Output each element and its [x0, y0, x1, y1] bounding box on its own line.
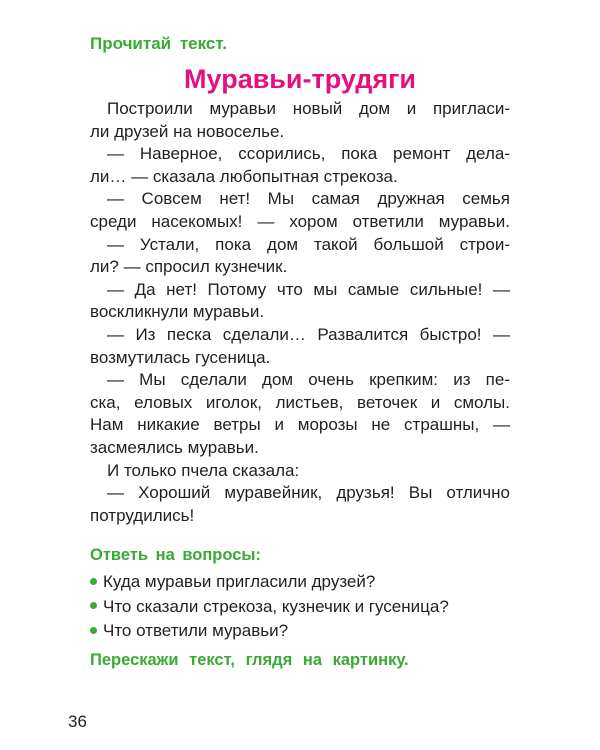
bullet-dot-icon: [90, 627, 97, 634]
story-line: ли? — спросил кузнечик.: [90, 257, 288, 277]
questions-heading: Ответь на вопросы:: [90, 546, 262, 564]
story-line: Построили муравьи новый дом и пригласи-: [107, 99, 510, 118]
story-line: потрудились!: [90, 505, 195, 525]
question-text: Куда муравьи пригласили друзей?: [103, 572, 376, 591]
question-item: [90, 595, 449, 620]
story-line: воскликнули муравьи.: [90, 302, 265, 322]
question-text: Что сказали стрекоза, кузнечик и гусеница?: [103, 596, 449, 616]
questions-list: [90, 570, 449, 644]
story-title: Муравьи-трудяги: [184, 64, 416, 94]
bullet-dot-icon: [90, 602, 97, 609]
story-line: — Устали, пока дом такой большой строи-: [107, 234, 510, 254]
story-line: ли друзей на новоселье.: [90, 121, 285, 141]
question-text: Что ответили муравьи?: [103, 621, 289, 640]
story-line: — Из песка сделали… Развалится быстро! —: [107, 324, 510, 344]
page-number: 36: [68, 712, 87, 731]
question-item: [90, 619, 449, 644]
story-line: — Наверное, ссорились, пока ремонт дела-: [107, 144, 510, 164]
story-text: [90, 98, 510, 527]
story-line: ли… — сказала любопытная стрекоза.: [90, 166, 398, 186]
instruction-heading: Прочитай текст.: [90, 34, 227, 53]
story-line: ска, еловых иголок, листьев, веточек и смолы.: [90, 392, 510, 412]
question-item: [90, 570, 449, 595]
story-line: засмеялись муравьи.: [90, 437, 259, 457]
story-line: — Совсем нет! Мы самая дружная семья: [107, 189, 510, 209]
story-line: среди насекомых! — хором ответили муравьи.: [90, 211, 510, 231]
story-line: возмутилась гусеница.: [90, 347, 271, 367]
story-line: — Мы сделали дом очень крепким: из пе-: [107, 370, 510, 390]
story-line: — Да нет! Потому что мы самые сильные! —: [107, 279, 510, 299]
story-line: Нам никакие ветры и морозы не страшны, —: [90, 415, 510, 435]
bullet-dot-icon: [90, 578, 97, 585]
story-line: — Хороший муравейник, друзья! Вы отлично: [107, 483, 510, 503]
retell-instruction: Перескажи текст, глядя на картинку.: [90, 651, 409, 669]
story-line: И только пчела сказала:: [107, 460, 300, 480]
